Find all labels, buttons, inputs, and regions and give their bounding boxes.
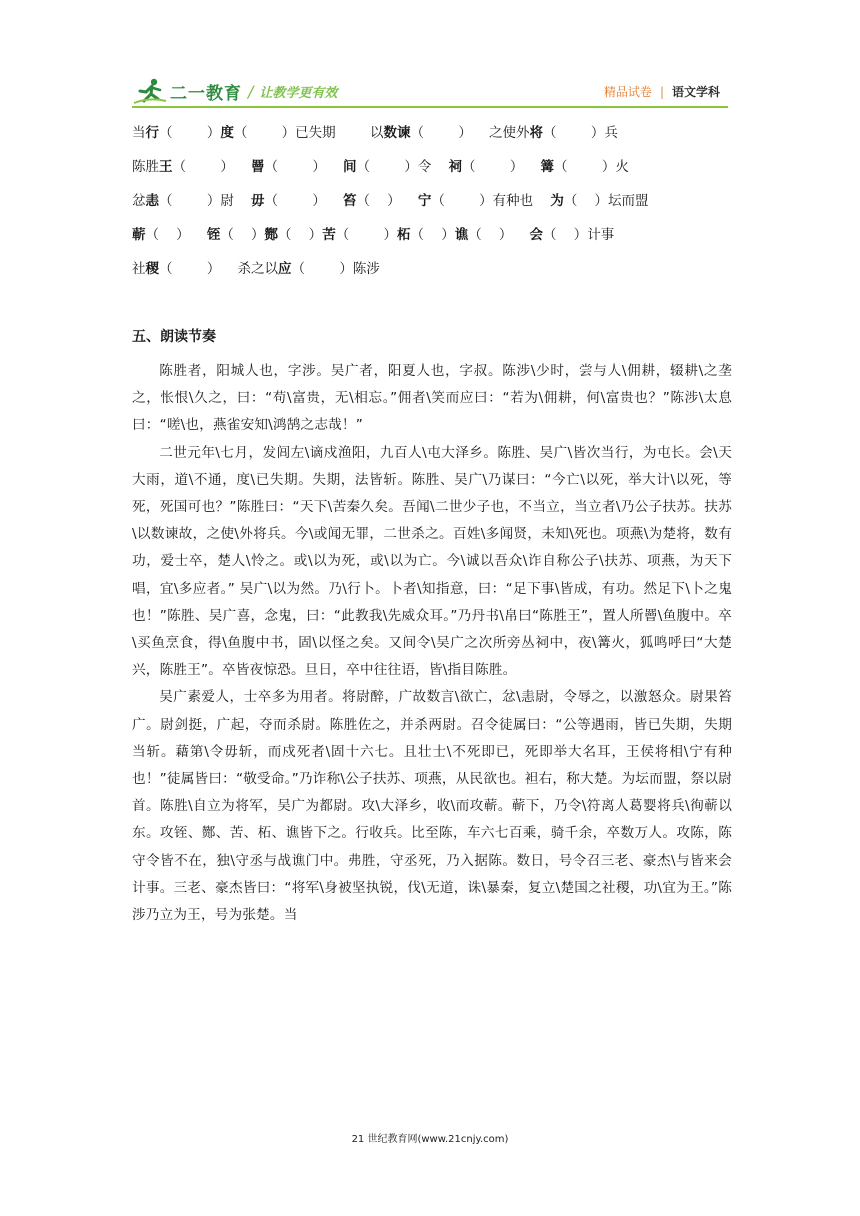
logo-slogan: 让教学更有效 [259,85,338,101]
fill-line [132,122,732,156]
target-word: 为 [550,193,564,209]
passage-paragraph: 吴广素爱人，士卒多为用者。将尉醉，广故数言\欲亡，忿\恚尉，令辱之，以激怒众。尉果笞广。尉剑挺，广起，夺而杀尉。陈胜佐之，并杀两尉。召令徒属曰：“公等遇雨，皆已失期，失期当斩。藉第\令毋斩，而戍死者\固十六七。且壮士\不死即已，死即举大名耳，王侯将相\宁有种也！”徒属皆曰：“敬受命。”乃诈称\公子扶苏、项燕，从民欲也。袒右，称大楚。为坛而盟，祭以尉首。陈胜\自立为将军，吴广为都尉。攻\大泽乡，收\而攻蕲。蕲下，乃令\符离人葛婴将兵\徇蕲以东。攻铚、酂、苦、柘、谯皆下之。行收兵。比至陈，车六七百乘，骑千余，卒数万人。攻陈，陈守令皆不在，独\守丞与战谯门中。弗胜，守丞死，乃入据陈。数日，号令召三老、豪杰\与皆来会计事。三老、豪杰皆曰：“将军\身被坚执锐，伐\无道，诛\暴秦，复立\楚国之社稷，功\宜为王。”陈涉乃立为王，号为张楚。当 [132,689,732,924]
fill-text: （ ） [264,193,343,209]
target-word: 谯 [454,227,469,243]
fill-text: （ ） [410,227,455,243]
fill-text: （ ） 之使外 [410,125,530,141]
fill-text: 忿 [132,193,146,209]
fill-text: （ ） [145,227,207,243]
fill-text: （ ） [220,227,265,243]
runner-logo-icon [132,77,168,105]
target-word: 酂 [264,227,279,243]
target-word: 恚 [145,193,159,209]
header-divider [132,106,728,108]
target-word: 笞 [343,193,357,209]
fill-in-exercise [132,122,732,292]
fill-text: （ ）已失期 以 [233,125,384,141]
fill-text: （ ）尉 [159,193,251,209]
target-word: 行 [145,125,159,141]
fill-text: （ ） [278,227,323,243]
fill-text: （ ） [172,159,251,175]
fill-line [132,156,732,190]
fill-line [132,190,732,224]
logo [132,76,337,106]
fill-text: 当 [132,125,146,141]
fill-text: （ ） [335,227,398,243]
target-word: 柘 [397,227,411,243]
fill-text: 社 [132,261,146,277]
target-word: 数谏 [383,125,411,141]
fill-line [132,258,732,292]
fill-text: （ ）陈涉 [291,261,380,277]
target-word: 间 [343,159,357,175]
logo-name: 二一教育 [170,83,242,104]
header-separator: | [659,84,664,99]
logo-slash: / [248,81,254,101]
reading-passage [132,358,732,929]
target-word: 篝 [540,159,554,175]
passage-paragraph: 二世元年\七月，发闾左\谪戍渔阳，九百人\屯大泽乡。陈胜、吴广\皆次当行，为屯长。会\天大雨，道\不通，度\已失期。失期，法皆斩。陈胜、吴广\乃谋曰：“今亡\以死，举大计\以死，等死，死国可也？”陈胜曰：“天下\苦秦久矣。吾闻\二世少子也，不当立，当立者\乃公子扶苏。扶苏\以数谏故，之使\外将兵。今\或闻无罪，二世杀之。百姓\多闻贤，未知\死也。项燕\为楚将，数有功，爱士卒，楚人\怜之。或\以为死，或\以为亡。今\诚以吾众\诈自称公子\扶苏、项燕，为天下唱，宜\多应者。” 吴广\以为然。乃\行卜。卜者\知指意，曰：“足下事\皆成，有功。然足下\卜之鬼也！”陈胜、吴广喜，念鬼，曰：“此教我\先威众耳。”乃丹书\帛曰“陈胜王”，置人所罾\鱼腹中。卒\买鱼烹食，得\鱼腹中书，固\以怪之矣。又间令\吴广之次所旁丛祠中，夜\篝火，狐鸣呼曰“大楚兴，陈胜王”。卒皆夜惊恐。旦日，卒中往往语，皆\指目陈胜。 [132,444,732,679]
fill-text: （ ） 杀之以 [159,261,278,277]
header-tags [604,83,720,100]
fill-text: （ ）坛而盟 [563,193,649,209]
fill-text: （ ）计事 [543,227,615,243]
target-word: 王 [159,159,173,175]
fill-text: （ ） [264,159,343,175]
target-word: 会 [529,227,544,243]
fill-text: （ ） [468,227,530,243]
target-word: 稷 [145,261,159,277]
fill-text: （ ） [159,125,221,141]
passage-paragraph: 陈胜者，阳城人也，字涉。吴广者，阳夏人也，字叔。陈涉\少时，尝与人\佣耕，辍耕\之垄之，怅恨\久之，曰：“苟\富贵，无\相忘。”佣者\笑而应曰：“若为\佣耕，何\富贵也？”陈涉\太息曰：“嗟\也，燕雀安知\鸿鹄之志哉！” [132,363,732,434]
subject-label: 语文学科 [671,85,720,99]
fill-text: （ ）兵 [543,125,618,141]
page-header [132,76,728,106]
target-word: 祠 [448,159,462,175]
target-word: 将 [529,125,544,141]
target-word: 度 [220,125,234,141]
fill-text: （ ）令 [356,159,449,175]
target-word: 苦 [322,227,336,243]
fill-text: （ ）有种也 [431,193,551,209]
premium-label: 精品试卷 [603,85,652,99]
page-footer: 21 世纪教育网(www.21cnjy.com) [351,1134,509,1145]
target-word: 宁 [417,193,432,209]
target-word: 罾 [251,159,265,175]
fill-text: （ ）火 [554,159,629,175]
fill-text: （ ） [356,193,418,209]
target-word: 毋 [251,193,265,209]
target-word: 铚 [206,227,221,243]
fill-line [132,224,732,258]
target-word: 应 [278,261,292,277]
section-title: 五、朗读节奏 [132,329,216,345]
target-word: 蕲 [132,227,146,243]
fill-text: （ ） [462,159,541,175]
fill-text: 陈胜 [132,159,159,175]
